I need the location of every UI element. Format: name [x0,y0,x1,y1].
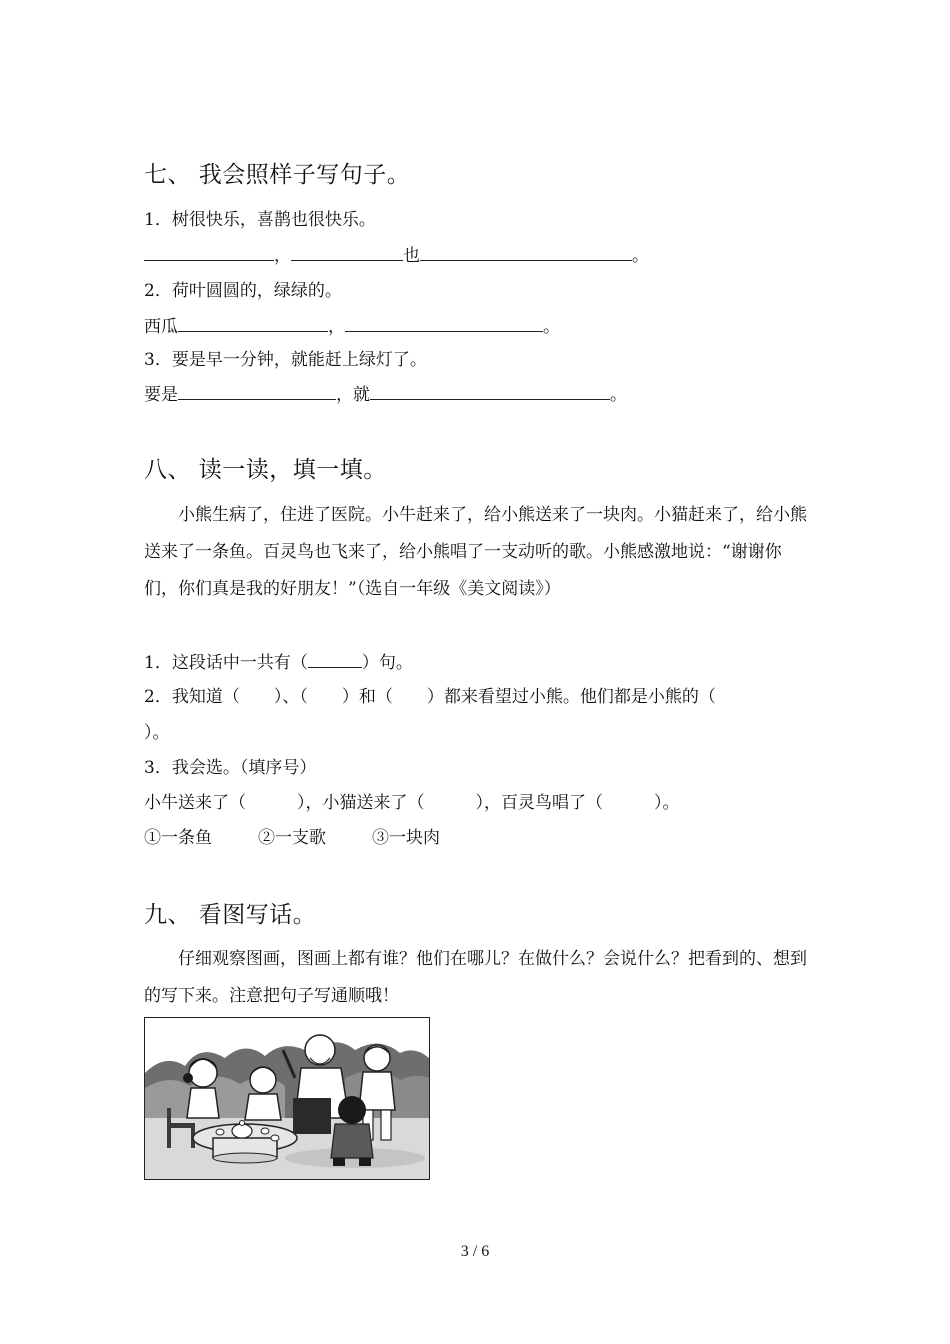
options-row [144,826,440,850]
answer-blank[interactable] [291,243,403,261]
section-7-question-2: 2．荷叶圆圆的，绿绿的。 [144,281,342,301]
section-8-title: 八、 读一读，填一填。 [144,457,387,483]
section-7-question-1: 1．树很快乐，喜鹊也很快乐。 [144,210,376,230]
answer-blank[interactable] [370,382,610,400]
reading-passage: 小熊生病了，住进了医院。小牛赶来了，给小熊送来了一块肉。小猫赶来了，给小熊送来了一条鱼。百灵鸟也飞来了，给小熊唱了一支动听的歌。小熊感激地说：“谢谢你们，你们真是我的好朋友！”（选自一年级《美文阅读》） [144,505,807,599]
illustration-picture [144,1017,430,1180]
section-7-answer-1: ， 也 。 [144,243,649,268]
section-9-title: 九、 看图写话。 [144,902,317,928]
section-7-title: 七、 我会照样子写句子。 [144,162,411,188]
option-1: ①一条鱼 [144,828,212,848]
section-7-answer-2: 西瓜 ， 。 [144,314,560,339]
answer-blank[interactable] [178,382,336,400]
answer-blank[interactable] [308,650,362,668]
answer-blank[interactable] [144,243,274,261]
option-2: ②一支歌 [258,828,326,848]
section-8-question-2: 2．我知道（ ）、（ ）和（ ）都来看望过小熊。他们都是小熊的（ [144,687,716,707]
page-number: 3 / 6 [460,1243,490,1260]
section-7-question-3: 3．要是早一分钟，就能赶上绿灯了。 [144,350,427,370]
option-3: ③一块肉 [372,828,440,848]
section-8-question-2-cont: ）。 [144,723,170,743]
answer-blank[interactable] [178,314,328,332]
section-8-question-3-fill: 小牛送来了（ ），小猫送来了（ ），百灵鸟唱了（ ）。 [144,793,680,813]
section-7-answer-3: 要是 ，就 。 [144,382,627,407]
answer-blank[interactable] [420,243,632,261]
answer-blank[interactable] [345,314,543,332]
writing-instruction: 仔细观察图画，图画上都有谁？他们在哪儿？在做什么？会说什么？把看到的、想到的写下来。注意把句子写通顺哦！ [144,949,807,1006]
section-8-question-3: 3．我会选。（填序号） [144,758,317,778]
section-8-question-1: 1．这段话中一共有（ ）句。 [144,650,413,675]
illustration-svg [145,1018,429,1179]
